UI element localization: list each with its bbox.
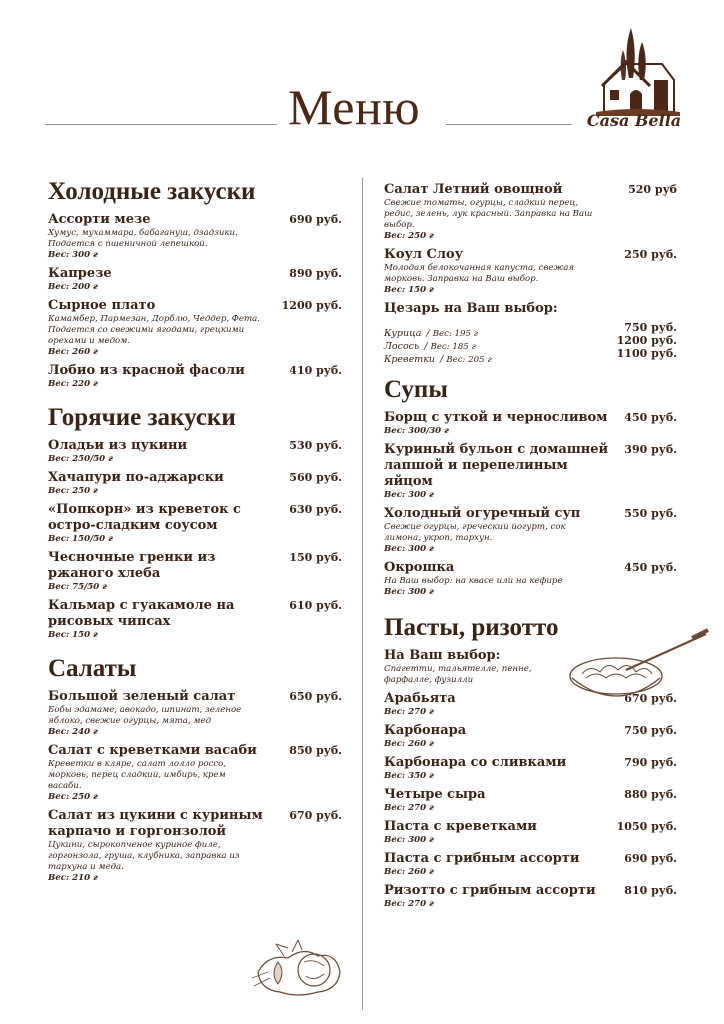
item-price: 750 руб. bbox=[624, 724, 677, 737]
item-name: Хачапури по-аджарски bbox=[48, 470, 224, 485]
item-name: Коул Слоу bbox=[384, 247, 464, 262]
item-name: «Попкорн» из креветок с остро-сладким соусом bbox=[48, 502, 241, 533]
item-name: Оладьи из цукини bbox=[48, 438, 188, 453]
variant-weight: Вес: 185 г bbox=[430, 342, 476, 352]
item-name: Большой зеленый салат bbox=[48, 689, 236, 704]
item-name: Холодный огуречный суп bbox=[384, 506, 581, 521]
item-name: Карбонара со сливками bbox=[384, 755, 567, 770]
item-price: 550 руб. bbox=[624, 507, 677, 520]
menu-item bbox=[48, 212, 342, 261]
item-weight: Вес: 250 г bbox=[384, 231, 434, 241]
item-price: 650 руб. bbox=[289, 690, 342, 703]
item-weight: Вес: 250 г bbox=[48, 486, 98, 496]
item-weight: Вес: 300 г bbox=[48, 250, 98, 260]
item-desc: Свежие огурцы, греческий йогурт, сок лимона, укроп, тархун. bbox=[384, 522, 566, 543]
caesar-variant: Креветки / Вес: 205 г 1100 руб. bbox=[384, 347, 677, 365]
item-price: 690 руб. bbox=[289, 213, 342, 226]
item-weight: Вес: 300 г bbox=[384, 835, 434, 845]
header-rule-left bbox=[45, 124, 277, 125]
item-desc: Спагетти, тальятелле, пенне, фарфалле, фузилли bbox=[384, 664, 532, 685]
section-cold-title: Холодные закуски bbox=[48, 178, 256, 205]
item-price: 690 руб. bbox=[624, 852, 677, 865]
item-name: Лобио из красной фасоли bbox=[48, 363, 245, 378]
item-price: 390 руб. bbox=[624, 443, 677, 456]
item-desc: Бобы эдамаме, авокадо, шпинат, зеленое яблоко, свежие огурцы, мята, мед bbox=[48, 705, 242, 726]
vegetables-sketch bbox=[248, 932, 348, 1000]
menu-item bbox=[384, 755, 677, 782]
menu-item bbox=[384, 182, 677, 242]
item-name: Паста с грибным ассорти bbox=[384, 851, 580, 866]
item-price: 610 руб. bbox=[289, 599, 342, 612]
item-price: 880 руб. bbox=[624, 788, 677, 801]
item-name: Окрошка bbox=[384, 560, 455, 575]
item-weight: Вес: 350 г bbox=[384, 771, 434, 781]
item-name: Салат с креветками васаби bbox=[48, 743, 257, 758]
variant-weight: Вес: 205 г bbox=[446, 355, 492, 365]
menu-item bbox=[48, 502, 342, 545]
logo-text: Casa Bella bbox=[586, 111, 682, 130]
item-desc: Молодая белокочанная капуста, свежая морковь. Заправка на Ваш выбор. bbox=[384, 263, 575, 284]
variant-price: 1100 руб. bbox=[616, 347, 677, 360]
item-price: 560 руб. bbox=[289, 471, 342, 484]
item-name: Ассорти мезе bbox=[48, 212, 151, 227]
item-weight: Вес: 150 г bbox=[384, 285, 434, 295]
menu-item bbox=[48, 550, 342, 593]
item-weight: Вес: 260 г bbox=[384, 739, 434, 749]
item-desc: Креветки в кляре, салат лолло россо, морковь, перец сладкий, имбирь, крем васаби. bbox=[48, 759, 227, 791]
pasta-bowl-sketch bbox=[566, 628, 710, 708]
section-salads-title: Салаты bbox=[48, 655, 137, 682]
item-price: 850 руб. bbox=[289, 744, 342, 757]
item-desc: Хумус, мухаммара, бабагануш, дзадзики. Подается с пшеничной лепешкой. bbox=[48, 228, 238, 249]
menu-item bbox=[48, 266, 342, 293]
right-column bbox=[384, 182, 677, 910]
menu-item bbox=[48, 438, 342, 465]
item-name: Ризотто с грибным ассорти bbox=[384, 883, 596, 898]
item-weight: Вес: 270 г bbox=[384, 707, 434, 717]
item-name: Цезарь на Ваш выбор: bbox=[384, 301, 558, 316]
item-weight: Вес: 75/50 г bbox=[48, 582, 108, 592]
item-weight: Вес: 150 г bbox=[48, 630, 98, 640]
item-desc: Камамбер, Пармезан, Дорблю, Чеддер, Фета. Подается со свежими ягодами, грецкими орехами и медом. bbox=[48, 314, 261, 346]
item-price: 250 руб. bbox=[624, 248, 677, 261]
section-soups-title: Супы bbox=[384, 376, 448, 403]
item-desc: На Ваш выбор: на квасе или на кефире bbox=[384, 576, 563, 586]
item-weight: Вес: 200 г bbox=[48, 282, 98, 292]
left-column bbox=[48, 178, 342, 884]
menu-item bbox=[48, 689, 342, 738]
menu-item bbox=[384, 883, 677, 910]
item-price: 670 руб. bbox=[624, 692, 677, 705]
section-pasta-title: Пасты, ризотто bbox=[384, 614, 559, 641]
menu-item bbox=[384, 506, 677, 555]
item-name: Борщ с уткой и черносливом bbox=[384, 410, 608, 425]
item-name: Салат из цукини с куриным карпачо и горгонзолой bbox=[48, 808, 263, 839]
menu-item bbox=[48, 598, 342, 641]
item-name: Карбонара bbox=[384, 723, 467, 738]
item-price: 790 руб. bbox=[624, 756, 677, 769]
caesar-variant: Лосось / Вес: 185 г 1200 руб. bbox=[384, 334, 677, 352]
column-divider bbox=[362, 178, 363, 1010]
item-name: Куриный бульон с домашней лапшой и перепелиным яйцом bbox=[384, 442, 609, 489]
menu-item bbox=[48, 470, 342, 497]
variant-price: 1200 руб. bbox=[616, 334, 677, 347]
item-desc: Цукини, сырокопченое куриное филе, горгонзола, груша, клубника, заправка из тархуна и меда. bbox=[48, 840, 240, 872]
item-name: Салат Летний овощной bbox=[384, 182, 563, 197]
menu-item bbox=[384, 560, 677, 598]
item-weight: Вес: 300 г bbox=[384, 544, 434, 554]
item-price: 450 руб. bbox=[624, 411, 677, 424]
item-weight: Вес: 210 г bbox=[48, 873, 98, 883]
item-weight: Вес: 220 г bbox=[48, 379, 98, 389]
variant-label: Лосось bbox=[384, 341, 420, 352]
menu-item bbox=[384, 247, 677, 296]
item-name: На Ваш выбор: bbox=[384, 648, 501, 663]
menu-item bbox=[384, 787, 677, 814]
item-name: Чесночные гренки из ржаного хлеба bbox=[48, 550, 216, 581]
item-name: Капрезе bbox=[48, 266, 112, 281]
item-price: 1050 руб. bbox=[616, 820, 677, 833]
page-title: Меню bbox=[288, 79, 421, 135]
item-weight: Вес: 150/50 г bbox=[48, 534, 113, 544]
menu-item bbox=[384, 723, 677, 750]
menu-item bbox=[48, 808, 342, 884]
item-weight: Вес: 300 г bbox=[384, 490, 434, 500]
item-weight: Вес: 240 г bbox=[48, 727, 98, 737]
menu-item bbox=[384, 442, 677, 501]
item-price: 530 руб. bbox=[289, 439, 342, 452]
menu-item bbox=[48, 298, 342, 358]
item-price: 890 руб. bbox=[289, 267, 342, 280]
menu-item bbox=[384, 819, 677, 846]
item-weight: Вес: 260 г bbox=[384, 867, 434, 877]
item-name: Четыре сыра bbox=[384, 787, 486, 802]
item-weight: Вес: 250 г bbox=[48, 792, 98, 802]
item-price: 810 руб. bbox=[624, 884, 677, 897]
item-price: 670 руб. bbox=[289, 809, 342, 822]
item-price: 1200 руб. bbox=[281, 299, 342, 312]
menu-item bbox=[48, 363, 342, 390]
menu-item bbox=[384, 851, 677, 878]
item-name: Сырное плато bbox=[48, 298, 156, 313]
caesar-variant: Курица / Вес: 195 г 750 руб. bbox=[384, 321, 677, 339]
item-price: 520 руб bbox=[628, 183, 677, 196]
variant-price: 750 руб. bbox=[624, 321, 677, 334]
item-weight: Вес: 250/50 г bbox=[48, 454, 113, 464]
item-weight: Вес: 300 г bbox=[384, 587, 434, 597]
item-price: 450 руб. bbox=[624, 561, 677, 574]
item-name: Арабьята bbox=[384, 691, 456, 706]
item-name: Паста с креветками bbox=[384, 819, 537, 834]
header-rule-right bbox=[446, 124, 572, 125]
section-hot-title: Горячие закуски bbox=[48, 404, 236, 431]
menu-item bbox=[48, 743, 342, 803]
variant-label: Креветки bbox=[384, 354, 436, 365]
variant-label: Курица bbox=[384, 328, 422, 339]
menu-item bbox=[384, 410, 677, 437]
item-name: Кальмар с гуакамоле на рисовых чипсах bbox=[48, 598, 235, 629]
item-weight: Вес: 270 г bbox=[384, 899, 434, 909]
item-weight: Вес: 260 г bbox=[48, 347, 98, 357]
item-weight: Вес: 300/30 г bbox=[384, 426, 449, 436]
item-weight: Вес: 270 г bbox=[384, 803, 434, 813]
casa-bella-logo bbox=[576, 20, 686, 132]
item-price: 630 руб. bbox=[289, 503, 342, 516]
caesar-item bbox=[384, 301, 677, 365]
item-price: 150 руб. bbox=[289, 551, 342, 564]
item-desc: Свежие томаты, огурцы, сладкий перец, редис, зелень, лук красный. Заправка на Ваш выбор. bbox=[384, 198, 593, 230]
item-price: 410 руб. bbox=[289, 364, 342, 377]
variant-weight: Вес: 195 г bbox=[432, 329, 479, 339]
